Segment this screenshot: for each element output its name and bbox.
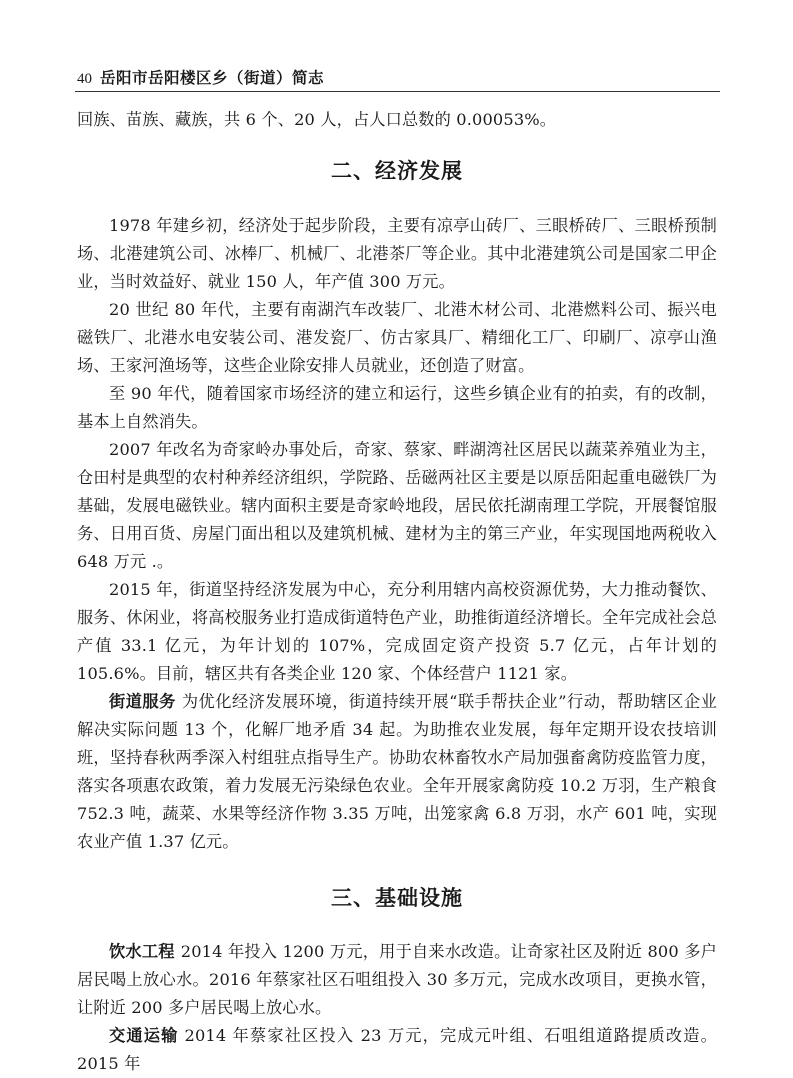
street-service-paragraph [77,688,717,856]
running-title: 岳阳市岳阳楼区乡（街道）简志 [100,69,325,87]
economy-paragraph-1: 1978 年建乡初，经济处于起步阶段，主要有凉亭山砖厂、三眼桥砖厂、三眼桥预制场、北港建筑公司、冰棒厂、机械厂、北港茶厂等企业。其中北港建筑公司是国家二甲企业，当时效益好、就业 150 人，年产值 300 万元。 [77,216,717,291]
intro-line: 回族、苗族、藏族，共 6 个、20 人，占人口总数的 0.00053%。 [77,110,557,129]
economy-paragraph-2: 20 世纪 80 年代，主要有南湖汽车改装厂、北港木材公司、北港燃料公司、振兴电磁铁厂、北港水电安装公司、港发瓷厂、仿古家具厂、精细化工厂、印刷厂、凉亭山渔场、王家河渔场等，这些企业除安排人员就业，还创造了财富。 [77,300,717,375]
page-number: 40 [77,71,92,87]
drinking-water-paragraph [77,938,717,1022]
section-title-economy: 二、经济发展 [331,159,463,183]
street-service-lead: 街道服务 [109,692,176,711]
economy-paragraph-3: 至 90 年代，随着国家市场经济的建立和运行，这些乡镇企业有的拍卖，有的改制，基本上自然消失。 [77,384,717,431]
street-service-text: 为优化经济发展环境，街道持续开展“联手帮扶企业”行动，帮助辖区企业解决实际问题 13 个，化解厂地矛盾 34 起。为助推农业发展，每年定期开设农技培训班，坚持春秋两季深入村组驻点指导生产。协助农林畜牧水产局加强畜禽防疫监管力度，落实各项惠农政策，着力发展无污染绿色农业。全年开展家禽防疫 10.2 万羽，生产粮食 752.3 吨，蔬菜、水果等经济作物 3.35 万吨，出笼家禽 6.8 万羽，水产 601 吨，实现农业产值 1.37 亿元。 [77,692,718,851]
transport-lead: 交通运输 [109,1026,179,1045]
running-header [75,66,720,92]
transport-text: 2014 年蔡家社区投入 23 万元，完成元叶组、石咀组道路提质改造。2015 年 [77,1026,717,1073]
drinking-water-lead: 饮水工程 [109,942,175,961]
economy-paragraph-4: 2007 年改名为奇家岭办事处后，奇家、蔡家、畔湖湾社区居民以蔬菜养殖业为主，仓田村是典型的农村种养经济组织，学院路、岳磁两社区主要是以原岳阳起重电磁铁厂为基础，发展电磁铁业。辖内面积主要是奇家岭地段，居民依托湖南理工学院，开展餐馆服务、日用百货、房屋门面出租以及建筑机械、建材为主的第三产业，年实现国地两税收入 648 万元 .。 [77,440,717,571]
page-body [77,106,717,1078]
transport-paragraph [77,1022,717,1078]
drinking-water-text: 2014 年投入 1200 万元，用于自来水改造。让奇家社区及附近 800 多户居民喝上放心水。2016 年蔡家社区石咀组投入 30 多万元，完成水改项目，更换水管，让附近 200 多户居民喝上放心水。 [77,942,717,1017]
economy-paragraph-5: 2015 年，街道坚持经济发展为中心，充分利用辖内高校资源优势，大力推动餐饮、服务、休闲业，将高校服务业打造成街道特色产业，助推街道经济增长。全年完成社会总产值 33.1 亿元，为年计划的 107%，完成固定资产投资 5.7 亿元，占年计划的 105.6%。目前，辖区共有各类企业 120 家、个体经营户 1121 家。 [77,580,717,683]
section-title-infrastructure: 三、基础设施 [331,886,463,910]
